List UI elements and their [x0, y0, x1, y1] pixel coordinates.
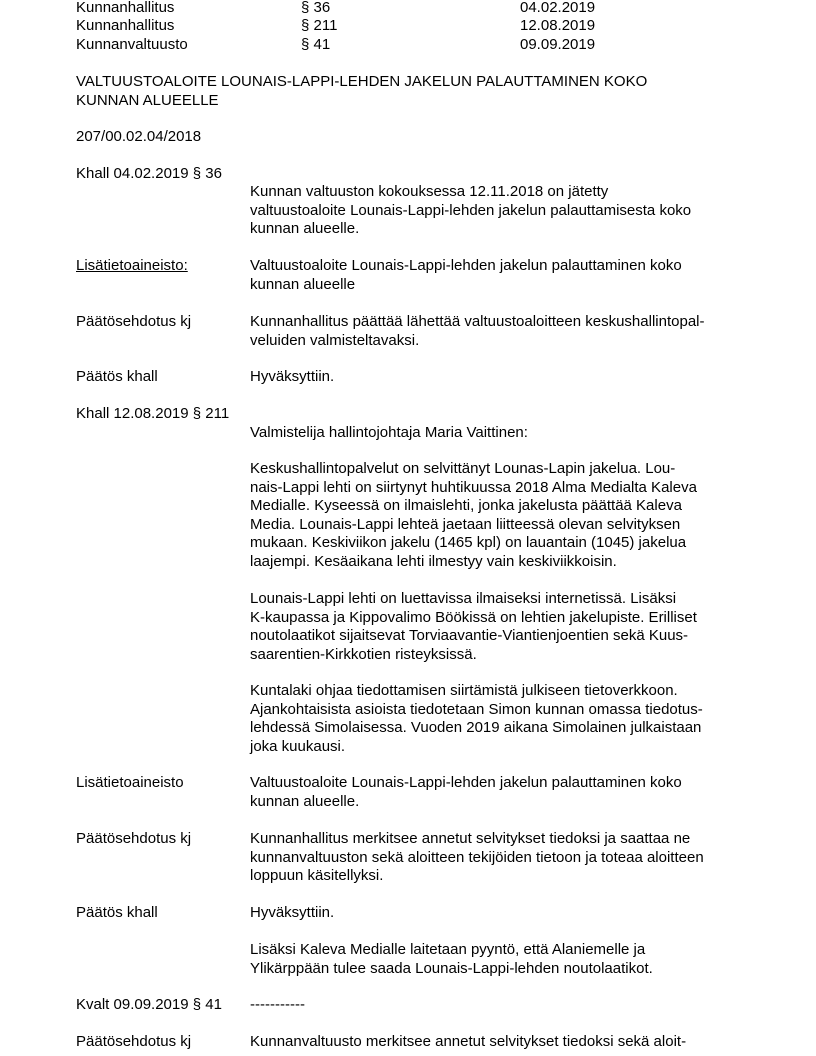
text-line: Kunnanhallitus päättää lähettää valtuustoaloitteen keskushallintopal- — [250, 313, 705, 330]
text-line: Medialle. Kyseessä on ilmaislehti, jonka jakelusta päättää Kaleva — [250, 497, 682, 515]
text-line: joka kuukausi. — [250, 737, 346, 755]
text-line: Lisäksi Kaleva Medialle laitetaan pyyntö, että Alaniemelle ja — [250, 941, 646, 958]
khall1-intro — [250, 183, 750, 239]
khall1-additional-label: Lisätietoaineisto: — [76, 257, 188, 274]
text-line: K-kaupassa ja Kippovalimo Böökissä on lehtien jakelupiste. Erilliset — [250, 608, 697, 626]
text-line: kunnanvaltuuston sekä aloitteen tekijöiden tietoon ja toteaa aloitteen — [250, 848, 704, 866]
khall2-decision-label: Päätös khall — [76, 904, 158, 921]
text-line: Kuntalaki ohjaa tiedottamisen siirtämistä julkiseen tietoverkkoon. — [250, 682, 678, 699]
header-body-1: Kunnanhallitus — [76, 0, 175, 16]
header-date-3: 09.09.2019 — [520, 36, 596, 53]
text-line: nais-Lappi lehti on siirtynyt huhtikuussa 2018 Alma Medialta Kaleva — [250, 478, 697, 496]
khall2-paragraph-3 — [250, 682, 750, 756]
khall2-paragraph-2 — [250, 590, 750, 664]
header-date-1: 04.02.2019 — [520, 0, 596, 16]
text-line: saarentien-Kirkkotien risteyksissä. — [250, 645, 477, 663]
khall1-proposal — [250, 313, 750, 350]
khall2-heading: Khall 12.08.2019 § 211 — [76, 405, 230, 422]
text-line: noutolaatikot sijaitsevat Torviaavantie-Viantienjoentien sekä Kuus- — [250, 627, 689, 645]
text-line: Keskushallintopalvelut on selvittänyt Lounas-Lapin jakelua. Lou- — [250, 460, 676, 477]
khall2-decision: Hyväksyttiin. — [250, 904, 335, 921]
diary-number: 207/00.02.04/2018 — [76, 128, 202, 145]
kvalt-proposal-label: Päätösehdotus kj — [76, 1033, 192, 1050]
khall2-additional — [250, 774, 750, 811]
text-line: lehdessä Simolaisessa. Vuoden 2019 aikana Simolainen julkaistaan — [250, 719, 702, 737]
text-line: Media. Lounais-Lappi lehteä jaetaan liitteessä olevan selvityksen — [250, 515, 681, 533]
header-body-3: Kunnanvaltuusto — [76, 36, 188, 53]
header-section-1: § 36 — [301, 0, 331, 16]
text-line: veluiden valmisteltavaksi. — [250, 331, 420, 349]
khall2-decision-extra — [250, 941, 750, 978]
text-line: Kunnan valtuuston kokouksessa 12.11.2018 on jätetty — [250, 183, 609, 200]
text-line: laajempi. Kesäaikana lehti ilmestyy vain keskiviikkoisin. — [250, 552, 617, 570]
header-date-2: 12.08.2019 — [520, 17, 596, 34]
text-line: loppuun käsitellyksi. — [250, 867, 384, 885]
khall2-proposal-label: Päätösehdotus kj — [76, 830, 192, 847]
khall1-decision-label: Päätös khall — [76, 368, 158, 385]
text-line: Lounais-Lappi lehti on luettavissa ilmaiseksi internetissä. Lisäksi — [250, 590, 677, 607]
text-line: Valtuustoaloite Lounais-Lappi-lehden jakelun palauttaminen koko — [250, 774, 682, 791]
kvalt-heading: Kvalt 09.09.2019 § 41 — [76, 996, 222, 1013]
text-line: kunnan alueelle. — [250, 792, 360, 810]
header-section-2: § 211 — [301, 17, 338, 34]
title-line: KUNNAN ALUEELLE — [76, 91, 219, 109]
document-title — [76, 73, 647, 110]
kvalt-dashes: ----------- — [250, 996, 305, 1013]
khall1-additional — [250, 257, 750, 294]
kvalt-proposal — [250, 1033, 750, 1052]
header-section-3: § 41 — [301, 36, 331, 53]
text-line: Ajankohtaisista asioista tiedotetaan Simon kunnan omassa tiedotus- — [250, 700, 703, 718]
khall1-proposal-label: Päätösehdotus kj — [76, 313, 192, 330]
text-line: valtuustoaloite Lounais-Lappi-lehden jakelun palauttamisesta koko — [250, 201, 692, 219]
khall2-proposal — [250, 830, 750, 886]
khall2-preparer: Valmistelija hallintojohtaja Maria Vaittinen: — [250, 424, 528, 441]
text-line: Kunnanhallitus merkitsee annetut selvitykset tiedoksi ja saattaa ne — [250, 830, 691, 847]
khall1-heading: Khall 04.02.2019 § 36 — [76, 165, 222, 182]
text-line: kunnan alueelle — [250, 275, 356, 293]
khall2-additional-label: Lisätietoaineisto — [76, 774, 184, 791]
khall2-paragraph-1 — [250, 460, 750, 572]
text-line: Kunnanvaltuusto merkitsee annetut selvitykset tiedoksi sekä aloit- — [250, 1033, 687, 1050]
header-body-2: Kunnanhallitus — [76, 17, 175, 34]
text-line: kunnan alueelle. — [250, 220, 360, 238]
text-line: Valtuustoaloite Lounais-Lappi-lehden jakelun palauttaminen koko — [250, 257, 682, 274]
khall1-decision: Hyväksyttiin. — [250, 368, 335, 385]
text-line: Ylikärppään tulee saada Lounais-Lappi-lehden noutolaatikot. — [250, 959, 653, 977]
text-line: mukaan. Keskiviikon jakelu (1465 kpl) on lauantain (1045) jakelua — [250, 534, 687, 552]
title-line: VALTUUSTOALOITE LOUNAIS-LAPPI-LEHDEN JAKELUN PALAUTTAMINEN KOKO — [76, 73, 648, 90]
